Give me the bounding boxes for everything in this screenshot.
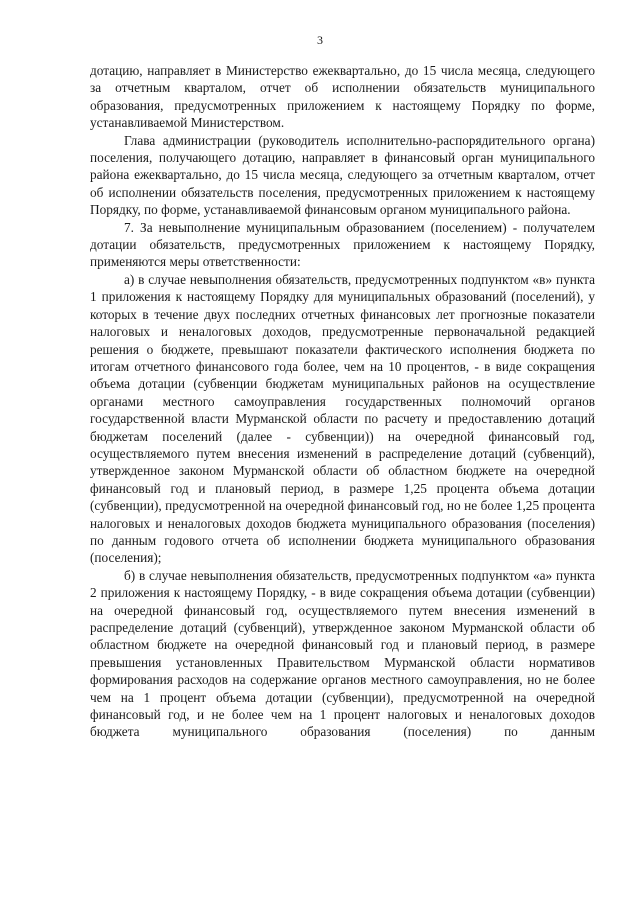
paragraph-reporting-ministry: дотацию, направляет в Министерство ежеквартально, до 15 числа месяца, следующего за отчетным кварталом, отчет об исполнении обязательств муниципального образования, предусмотренных приложением к настоящему Порядку по форме, устанавливаемой Министерством.	[90, 63, 595, 131]
paragraph-item-7: 7. За невыполнение муниципальным образованием (поселением) - получателем дотации обязательств, предусмотренных приложением к настоящему Порядку, применяются меры ответственности:	[90, 219, 595, 270]
page-number: 3	[317, 33, 323, 47]
paragraph-subitem-a: а) в случае невыполнения обязательств, предусмотренных подпунктом «в» пункта 1 приложения к настоящему Порядку для муниципальных образований (поселений), у которых в течение двух последних отчетных финансовых лет прогнозные показатели налоговых и неналоговых доходов, предусмотренные первоначальной редакцией решения о бюджете, превышают показатели фактического исполнения бюджета по итогам отчетного финансового года более, чем на 10 процентов, - в виде сокращения объема дотации (субвенции бюджетам муниципальных районов на осуществление органами местного самоуправления государственных полномочий органов государственной власти Мурманской области по расчету и предоставлению дотаций бюджетам поселений (далее - субвенции)) на очередной финансовый год, осуществляемого путем внесения изменений в распределение дотаций (субвенций), утвержденное законом Мурманской области об областном бюджете на очередной финансовый год и плановый период, в размере 1,25 процента объема дотации (субвенции), предусмотренной на очередной финансовый год, но не более 1,25 процента налоговых и неналоговых доходов бюджета муниципального образования (поселения) по данным годового отчета об исполнении бюджета муниципального образования (поселения);	[90, 271, 595, 566]
paragraph-head-of-administration: Глава администрации (руководитель исполнительно-распорядительного органа) поселения, получающего дотацию, направляет в финансовый орган муниципального района ежеквартально, до 15 числа месяца, следующего за отчетным кварталом, отчет об исполнении обязательств поселения, предусмотренных приложением к настоящему Порядку, по форме, устанавливаемой финансовым органом муниципального района.	[90, 132, 595, 218]
document-body	[90, 62, 595, 741]
paragraph-subitem-b: б) в случае невыполнения обязательств, предусмотренных подпунктом «а» пункта 2 приложения к настоящему Порядку, - в виде сокращения объема дотации (субвенции) на очередной финансовый год, осуществляемого путем внесения изменений в распределение дотаций (субвенций), утвержденное законом Мурманской области об областном бюджете на очередной финансовый год и плановый период, в размере превышения установленных Правительством Мурманской области нормативов формирования расходов на содержание органов местного самоуправления, но не более чем на 1 процент объема дотации (субвенции), предусмотренной на очередной финансовый год, и не более чем на 1 процент налоговых и неналоговых доходов бюджета муниципального образования (поселения) по данным	[90, 567, 595, 740]
